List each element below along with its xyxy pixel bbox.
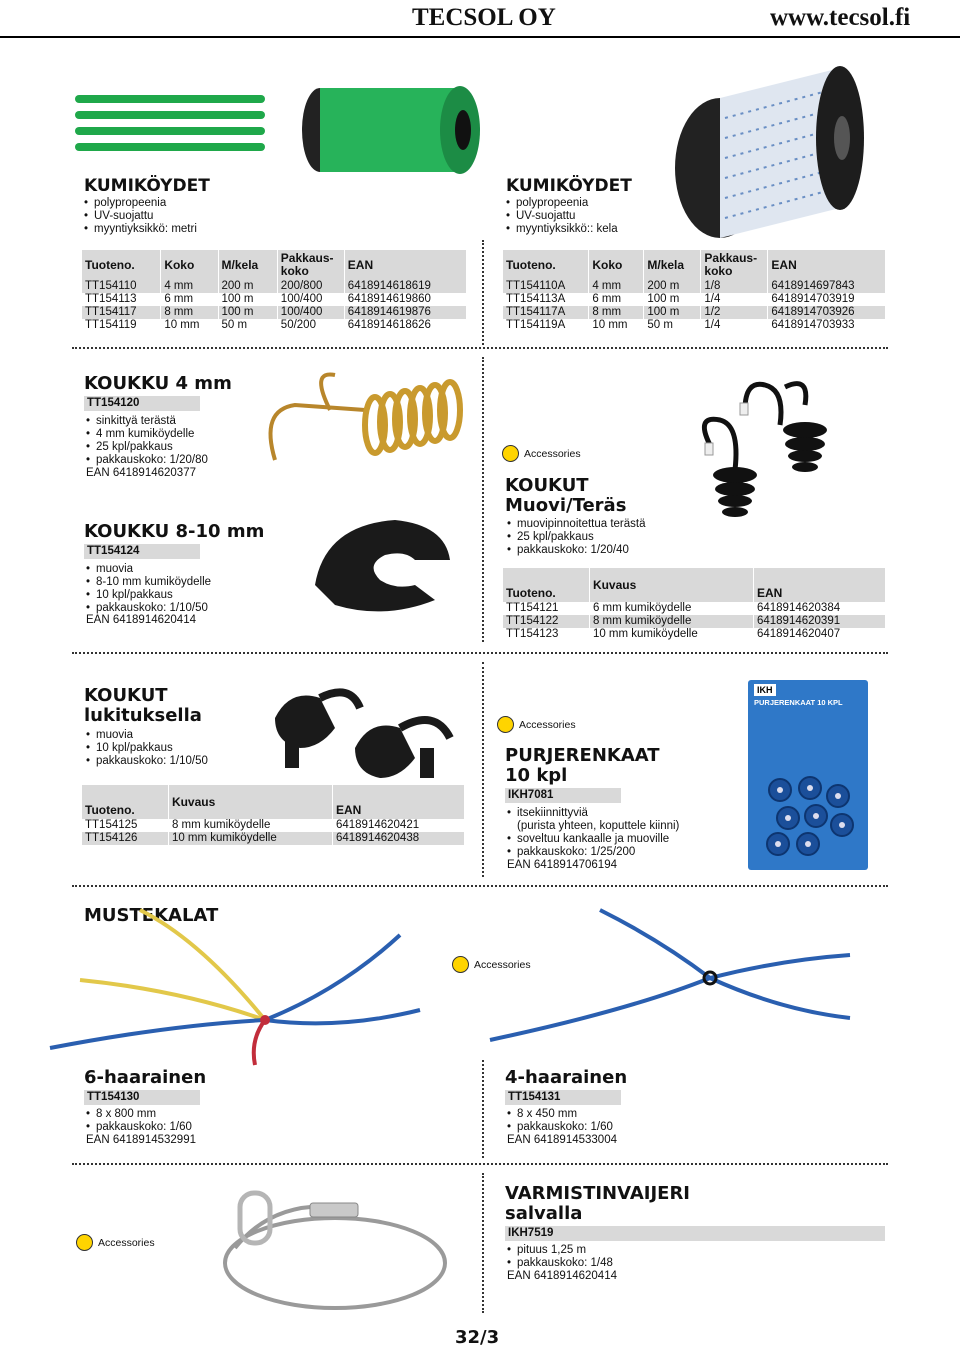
vaijeri-ean: EAN 6418914620414 xyxy=(507,1270,617,1282)
six-arm-bungee-image xyxy=(20,900,460,1070)
koukut-lukitus-table xyxy=(82,785,464,845)
bullet: • pakkauskoko: 1/20/80 xyxy=(86,454,208,467)
cell: 100 m xyxy=(644,293,701,306)
table-row xyxy=(503,293,885,306)
cell: 10 mm kumiköydelle xyxy=(589,628,753,641)
divider xyxy=(72,885,888,887)
bullet: • muovia xyxy=(86,729,208,742)
table-row xyxy=(503,628,885,641)
bullet: • pakkauskoko: 1/20/40 xyxy=(507,544,646,557)
cell: 100 m xyxy=(218,293,277,306)
cell: 1/4 xyxy=(701,293,768,306)
table-row xyxy=(503,280,885,293)
kumikoydet-kela-table xyxy=(503,250,885,332)
divider xyxy=(72,652,888,654)
bullet: • pakkauskoko: 1/10/50 xyxy=(86,602,211,615)
six-arm-title: 6-haarainen xyxy=(84,1067,207,1088)
cell: 50 m xyxy=(644,319,701,332)
cell: TT154125 xyxy=(85,819,138,831)
vaijeri-title-2: salvalla xyxy=(505,1203,583,1224)
grommets-icon xyxy=(758,770,858,860)
divider xyxy=(482,240,484,345)
purjerenkaat-ean: EAN 6418914706194 xyxy=(507,859,617,871)
cell: 6418914620407 xyxy=(753,628,885,641)
cell: 100 m xyxy=(218,306,277,319)
green-rope-image xyxy=(70,75,490,175)
kumikoydet-metri-table xyxy=(82,250,466,332)
bullet: • itsekiinnittyviä xyxy=(507,807,679,820)
four-arm-code: TT154131 xyxy=(505,1090,621,1105)
col-header: EAN xyxy=(332,785,464,819)
koukut-muovi-title-1: KOUKUT xyxy=(505,475,589,496)
mustekalat-title: MUSTEKALAT xyxy=(84,905,219,926)
bullet: • myyntiyksikkö:: kela xyxy=(506,223,618,236)
bullet: • polypropeenia xyxy=(84,197,197,210)
safety-cable-image xyxy=(215,1178,460,1318)
cell: 8 mm xyxy=(589,306,644,319)
bullet: • muovipinnoitettua terästä xyxy=(507,518,646,531)
website[interactable]: www.tecsol.fi xyxy=(770,4,911,31)
accessories-badge xyxy=(502,445,581,462)
accessories-dot-icon xyxy=(497,716,514,733)
white-rope-spool-image xyxy=(660,58,880,238)
cell: 6418914703933 xyxy=(768,319,885,332)
bullet-note-text: (purista yhteen, koputtele kiinni) xyxy=(517,820,680,832)
divider xyxy=(482,357,484,642)
bullet: • pituus 1,25 m xyxy=(507,1244,613,1257)
col-header: M/kela xyxy=(644,250,701,280)
col-header: Tuoteno. xyxy=(82,785,168,819)
koukut-muovi-title-2: Muovi/Teräs xyxy=(505,495,627,516)
bullet: • soveltuu kankaalle ja muoville xyxy=(507,833,679,846)
cell: TT154119A xyxy=(506,319,566,331)
koukku810-ean: EAN 6418914620414 xyxy=(86,614,196,626)
cell: 200/800 xyxy=(277,280,344,293)
cell: TT154122 xyxy=(503,615,589,628)
cell: 6418914620384 xyxy=(753,602,885,615)
kumikoydet-kela-title: KUMIKÖYDET xyxy=(506,176,632,196)
bullet: • 25 kpl/pakkaus xyxy=(507,531,646,544)
accessories-badge xyxy=(76,1234,155,1251)
kumikoydet-metri-bullets xyxy=(84,197,197,236)
col-header: Koko xyxy=(589,250,644,280)
koukut-lukitus-title-1: KOUKUT xyxy=(84,685,168,706)
bullet: • UV-suojattu xyxy=(506,210,618,223)
purjerenkaat-code: IKH7081 xyxy=(505,788,621,803)
divider xyxy=(482,1173,484,1313)
cell: 8 mm kumiköydelle xyxy=(168,819,332,832)
cell: 8 mm xyxy=(161,306,218,319)
locking-hooks-image xyxy=(260,678,470,788)
package-brand: IKH xyxy=(754,684,776,696)
col-header: Pakkaus-koko xyxy=(701,250,768,280)
col-header: Tuoteno. xyxy=(503,250,589,280)
bullet: • sinkittyä terästä xyxy=(86,415,208,428)
cell: 6418914620391 xyxy=(753,615,885,628)
cell: 6 mm kumiköydelle xyxy=(589,602,753,615)
koukku4-title: KOUKKU 4 mm xyxy=(84,373,232,394)
cell: 6418914703926 xyxy=(768,306,885,319)
accessories-label: Accessories xyxy=(474,958,531,971)
accessories-dot-icon xyxy=(502,445,519,462)
cell: 6 mm xyxy=(589,293,644,306)
purjerenkaat-bullets xyxy=(507,807,679,859)
company-name: TECSOL OY xyxy=(412,4,556,31)
cell: 6418914618619 xyxy=(344,280,466,293)
bullet: • myyntiyksikkö: metri xyxy=(84,223,197,236)
koukut-lukitus-title-2: lukituksella xyxy=(84,705,202,726)
bullet: • 8-10 mm kumiköydelle xyxy=(86,576,211,589)
bullet-note xyxy=(507,820,679,833)
koukku4-code: TT154120 xyxy=(84,396,200,411)
cell: 10 mm kumiköydelle xyxy=(168,832,332,845)
table-row xyxy=(503,319,885,332)
cell: 4 mm xyxy=(161,280,218,293)
divider xyxy=(72,347,888,349)
table-row xyxy=(82,819,464,832)
cell: TT154121 xyxy=(506,602,559,614)
cell: 6418914619876 xyxy=(344,306,466,319)
six-arm-ean: EAN 6418914532991 xyxy=(86,1134,196,1146)
cell: 50/200 xyxy=(277,319,344,332)
bullet: • pakkauskoko: 1/25/200 xyxy=(507,846,679,859)
cell: 1/8 xyxy=(701,280,768,293)
table-row xyxy=(82,832,464,845)
header-rule xyxy=(0,36,960,38)
cell: 1/2 xyxy=(701,306,768,319)
table-row xyxy=(503,615,885,628)
col-header: Kuvaus xyxy=(589,568,753,602)
koukku4-bullets xyxy=(86,415,208,467)
divider xyxy=(482,1060,484,1158)
bullet: • UV-suojattu xyxy=(84,210,197,223)
accessories-label: Accessories xyxy=(524,447,581,460)
cell: 200 m xyxy=(218,280,277,293)
four-arm-bungee-image xyxy=(480,900,920,1070)
divider xyxy=(482,662,484,877)
col-header: EAN xyxy=(344,250,466,280)
cell: TT154113A xyxy=(506,293,566,305)
table-row xyxy=(82,319,466,332)
cell: 10 mm xyxy=(161,319,218,332)
col-header: Kuvaus xyxy=(168,785,332,819)
koukku810-title: KOUKKU 8-10 mm xyxy=(84,521,265,542)
cell: 6418914620421 xyxy=(332,819,464,832)
cell: 200 m xyxy=(644,280,701,293)
bullet: • 10 kpl/pakkaus xyxy=(86,742,208,755)
bullet: • 8 x 800 mm xyxy=(86,1108,192,1121)
coated-hooks-image xyxy=(690,375,840,525)
bullet: • 25 kpl/pakkaus xyxy=(86,441,208,454)
six-arm-bullets xyxy=(86,1108,192,1134)
accessories-label: Accessories xyxy=(519,718,576,731)
accessories-badge xyxy=(497,716,576,733)
koukku810-bullets xyxy=(86,563,211,615)
col-header: M/kela xyxy=(218,250,277,280)
bullet: • 8 x 450 mm xyxy=(507,1108,613,1121)
kumikoydet-metri-title: KUMIKÖYDET xyxy=(84,176,210,196)
cell: 100 m xyxy=(644,306,701,319)
cell: 4 mm xyxy=(589,280,644,293)
col-header: Tuoteno. xyxy=(82,250,161,280)
vaijeri-code: IKH7519 xyxy=(505,1226,885,1241)
four-arm-bullets xyxy=(507,1108,613,1134)
cell: 8 mm kumiköydelle xyxy=(589,615,753,628)
accessories-label: Accessories xyxy=(98,1236,155,1249)
cell: 100/400 xyxy=(277,306,344,319)
bullet: • pakkauskoko: 1/10/50 xyxy=(86,755,208,768)
cell: 6418914620438 xyxy=(332,832,464,845)
table-row xyxy=(503,602,885,615)
col-header: Tuoteno. xyxy=(503,568,589,602)
purjerenkaat-title-2: 10 kpl xyxy=(505,765,568,786)
koukut-lukitus-bullets xyxy=(86,729,208,768)
cell: TT154110A xyxy=(503,280,589,293)
table-row xyxy=(82,293,466,306)
cell: TT154117 xyxy=(82,306,161,319)
kumikoydet-kela-bullets xyxy=(506,197,618,236)
metal-hooks-image xyxy=(255,370,470,470)
accessories-dot-icon xyxy=(76,1234,93,1251)
col-header: EAN xyxy=(768,250,885,280)
plastic-hook-image xyxy=(305,505,455,615)
koukut-muovi-table xyxy=(503,568,885,641)
koukku4-ean: EAN 6418914620377 xyxy=(86,467,196,479)
cell: TT154113 xyxy=(85,293,137,305)
grommet-package-image xyxy=(748,680,868,870)
col-header: EAN xyxy=(753,568,885,602)
koukku810-code: TT154124 xyxy=(84,544,200,559)
cell: TT154110 xyxy=(82,280,161,293)
four-arm-title: 4-haarainen xyxy=(505,1067,628,1088)
rope-strands xyxy=(75,95,265,151)
divider xyxy=(72,1163,888,1165)
cell: 6418914618626 xyxy=(344,319,466,332)
cell: 1/4 xyxy=(701,319,768,332)
page-number: 32/3 xyxy=(455,1327,500,1348)
koukut-muovi-bullets xyxy=(507,518,646,557)
purjerenkaat-title-1: PURJERENKAAT xyxy=(505,745,660,766)
cell: 6418914697843 xyxy=(768,280,885,293)
bullet: • polypropeenia xyxy=(506,197,618,210)
cell: TT154119 xyxy=(85,319,137,331)
vaijeri-title-1: VARMISTINVAIJERI xyxy=(505,1183,691,1204)
cell: 100/400 xyxy=(277,293,344,306)
package-label: PURJERENKAAT 10 KPL xyxy=(754,698,843,707)
cell: 6418914619860 xyxy=(344,293,466,306)
bullet: • 4 mm kumiköydelle xyxy=(86,428,208,441)
cell: 6 mm xyxy=(161,293,218,306)
col-header: Koko xyxy=(161,250,218,280)
col-header: Pakkaus-koko xyxy=(277,250,344,280)
table-row xyxy=(82,280,466,293)
bullet: • pakkauskoko: 1/60 xyxy=(86,1121,192,1134)
bullet: • muovia xyxy=(86,563,211,576)
bullet: • pakkauskoko: 1/60 xyxy=(507,1121,613,1134)
cell: TT154126 xyxy=(82,832,168,845)
cell: TT154123 xyxy=(506,628,559,640)
cell: TT154117A xyxy=(503,306,589,319)
table-row xyxy=(503,306,885,319)
vaijeri-bullets xyxy=(507,1244,613,1270)
cell: 50 m xyxy=(218,319,277,332)
cell: 6418914703919 xyxy=(768,293,885,306)
cell: 10 mm xyxy=(589,319,644,332)
bullet: • 10 kpl/pakkaus xyxy=(86,589,211,602)
bullet: • pakkauskoko: 1/48 xyxy=(507,1257,613,1270)
four-arm-ean: EAN 6418914533004 xyxy=(507,1134,617,1146)
table-row xyxy=(82,306,466,319)
six-arm-code: TT154130 xyxy=(84,1090,200,1105)
